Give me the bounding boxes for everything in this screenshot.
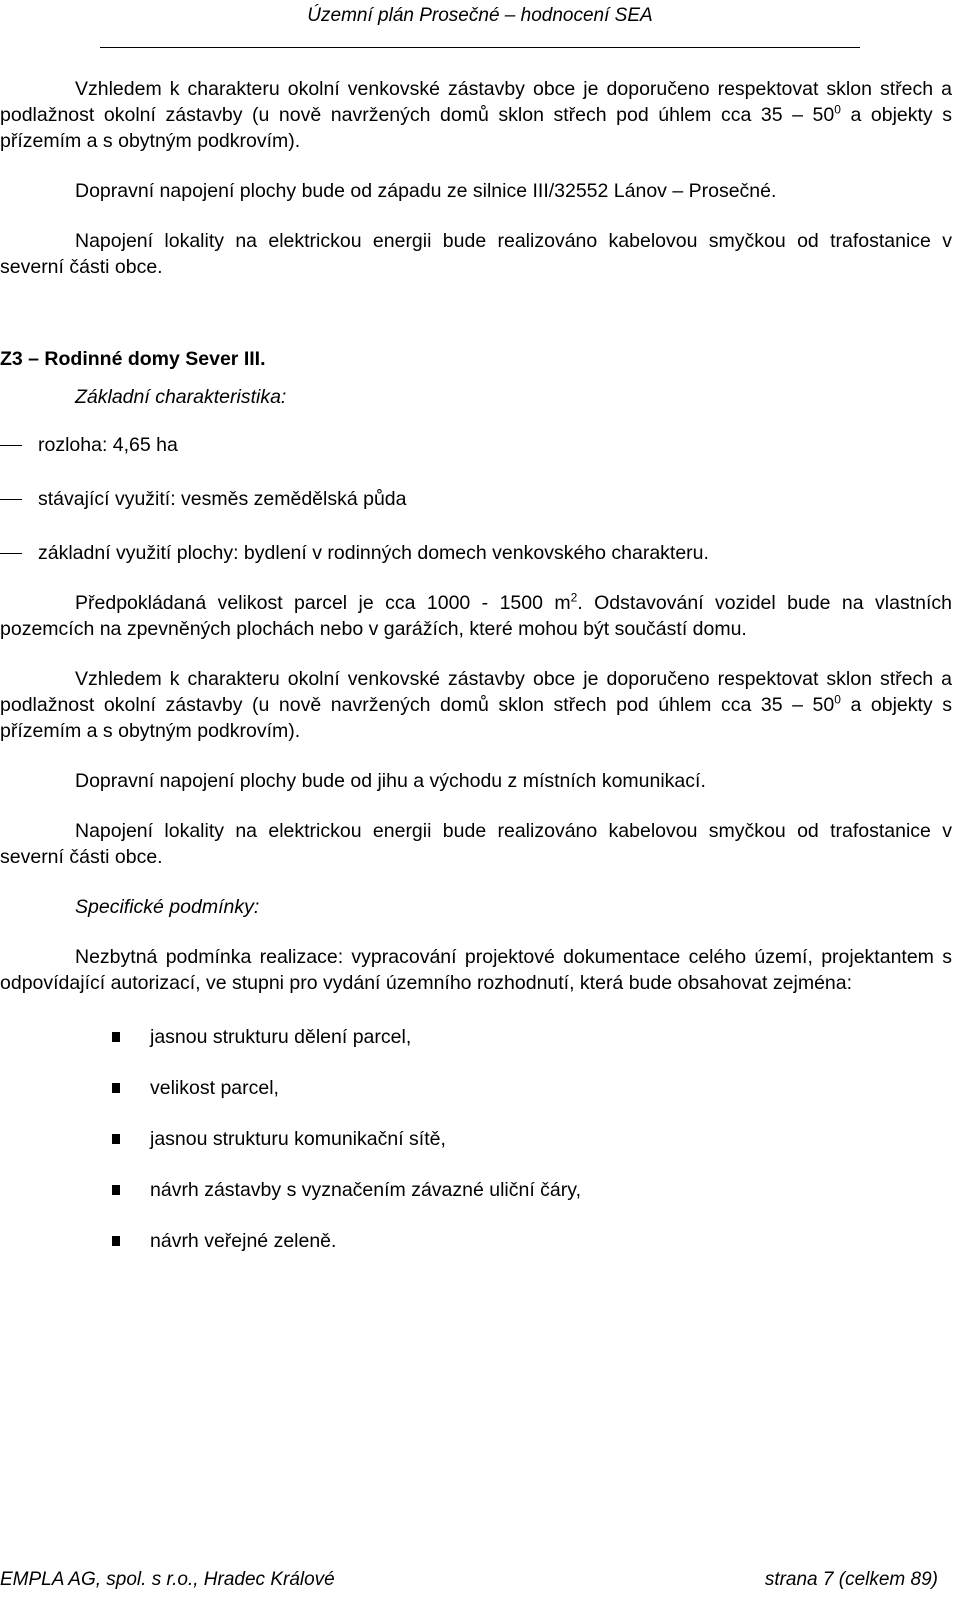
list-item [0,1228,952,1254]
list-item-text: jasnou strukturu komunikační sítě, [150,1128,446,1150]
list-item-text: velikost parcel, [150,1077,279,1099]
dash-icon [0,499,22,500]
text-span: a objekty s přízemím a s obytným podkrovím). [0,694,952,742]
paragraph-traffic-prev: Dopravní napojení plochy bude od západu ze silnice III/32552 Lánov – Prosečné. [75,180,777,202]
list-item [0,486,952,512]
list-item [0,1075,952,1101]
paragraph-power-prev: Napojení lokality na elektrickou energii bude realizováno kabelovou smyčkou od trafostanice v severní části obce. [0,230,952,278]
list-item-text: jasnou strukturu dělení parcel, [150,1026,412,1048]
paragraph-roof-prev [0,76,952,154]
list-item [0,540,952,566]
superscript: 0 [834,692,841,707]
subheading-basic: Základní charakteristika: [75,386,287,408]
square-bullet-icon [112,1134,120,1144]
header-rule [100,47,860,48]
list-item [0,432,952,458]
square-bullet-icon [112,1032,120,1042]
dash-icon [0,553,22,554]
square-bullet-icon [112,1185,120,1195]
list-item [0,1126,952,1152]
superscript: 0 [834,102,841,117]
text-span: a objekty s přízemím a s obytným podkrovím). [0,104,952,152]
list-item [0,1177,952,1203]
paragraph-power: Napojení lokality na elektrickou energii bude realizováno kabelovou smyčkou od trafostanice v severní části obce. [0,820,952,868]
square-bullet-icon [112,1083,120,1093]
list-item [0,1024,952,1050]
footer-page-number: strana 7 (celkem 89) [764,1569,938,1590]
text-span: Předpokládaná velikost parcel je cca 1000 - 1500 m [75,592,571,614]
dash-icon [0,445,22,446]
requirements-list [0,1024,952,1254]
header-title: Územní plán Prosečné – hodnocení SEA [307,5,653,26]
paragraph-condition: Nezbytná podmínka realizace: vypracování projektové dokumentace celého území, projektantem s odpovídající autorizací, ve stupni pro vydání územního rozhodnutí, která bude obsahovat zejména: [0,946,952,994]
superscript: 2 [570,590,578,605]
subheading-specific: Specifické podmínky: [75,896,260,918]
list-item-text: stávající využití: vesměs zemědělská půda [38,488,407,510]
list-item-text: návrh veřejné zeleně. [150,1230,337,1252]
paragraph-roof [0,666,952,744]
paragraph-traffic: Dopravní napojení plochy bude od jihu a východu z místních komunikací. [75,770,706,792]
text-span: Vzhledem k charakteru okolní venkovské zástavby obce je doporučeno respektovat sklon střech a podlažnost okolní zástavby (u nově navržených domů sklon střech pod úhlem cca 35 – 50 [0,668,952,716]
characteristics-list [0,432,952,566]
section-heading: Z3 – Rodinné domy Sever III. [0,348,266,370]
paragraph-parcel [0,590,952,642]
text-span: . Odstavování vozidel bude na vlastních pozemcích na zpevněných plochách nebo v garážích, které mohou být součástí domu. [0,592,952,640]
list-item-text: základní využití plochy: bydlení v rodinných domech venkovského charakteru. [38,542,709,564]
square-bullet-icon [112,1236,120,1246]
list-item-text: návrh zástavby s vyznačením závazné uliční čáry, [150,1179,581,1201]
list-item-text: rozloha: 4,65 ha [38,434,178,456]
page-content [0,76,952,1254]
footer-company: EMPLA AG, spol. s r.o., Hradec Králové [0,1569,335,1590]
text-span: Vzhledem k charakteru okolní venkovské zástavby obce je doporučeno respektovat sklon střech a podlažnost okolní zástavby (u nově navržených domů sklon střech pod úhlem cca 35 – 50 [0,78,952,126]
